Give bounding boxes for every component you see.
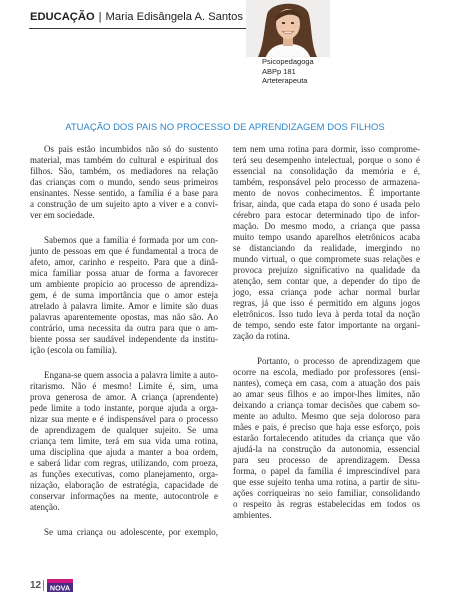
article-text-line: nização, elaboração de estratégia, capacidade de (30, 479, 218, 490)
article-text-line: Os pais estão incumbidos não só do sustento (44, 143, 218, 154)
article-text-line: o respeito às regras estabelecidas em todos os (233, 498, 420, 509)
author-photo (246, 0, 330, 57)
article-text-line: terá seu desempenho intelectual, porque o sono é (233, 154, 420, 165)
portrait-right-eye (291, 22, 294, 24)
header-separator: | (98, 11, 102, 23)
article-text-line: ver em sociedade. (30, 209, 95, 220)
article-text-line: de aprendizagem de qualquer sujeito. Se uma (30, 424, 218, 435)
article-text-line: nantes), começa em casa, com a atuação dos pais (233, 377, 420, 388)
article-text-line: Portanto, o processo de aprendizagem que (257, 355, 420, 366)
article-text-line: e saberá lidar com regras, utilizando, com proeza, (30, 457, 218, 468)
author-name: Maria Edisângela A. Santos (105, 11, 243, 23)
article-paragraph (30, 235, 218, 356)
article-text-line: ritarismo. Não é mesmo! Limite é, sim, uma (30, 380, 218, 391)
credential-line: Psicopedagoga (262, 57, 314, 66)
article-text-line: das crianças com o mundo, sendo seus primeiros (30, 176, 218, 187)
article-text-line: mente ao adulto. Mesmo que seja doloroso para (233, 410, 420, 421)
article-text-line: Sabemos que a família é formada por um con- (44, 234, 218, 245)
footer-divider (43, 580, 44, 591)
article-text-line: ajudá-la na construção da autonomia, essencial (233, 443, 420, 454)
credential-line: ABPp 181 (262, 66, 296, 76)
article-paragraph (30, 527, 218, 538)
article-text-line: mica familiar possa atuar de forma a favorecer (30, 267, 218, 278)
publisher-logo (47, 579, 73, 592)
article-text-line: mação. Do mesmo modo, a criança que passa (233, 220, 420, 231)
article-text-line: também, responsável pelo processo de armazena- (233, 176, 420, 187)
article-text-line: ações corriqueiras no seio familiar, consolidando (233, 487, 420, 498)
article-text-line: Engana-se quem associa a palavra limite a auto- (44, 369, 218, 380)
publisher-logo-text: NOVA (50, 582, 71, 592)
article-text-line: ição (escola ou família). (30, 344, 117, 355)
article-text-line: ocorre na escola, mediado por professores (ensi- (233, 366, 420, 377)
article-text-line: ao amar seus filhos e ao impor-lhes limites, não (233, 388, 420, 399)
article-column-left (30, 144, 218, 538)
article-text-line: junto de pessoas em que é fundamental a troca de (30, 245, 218, 256)
article-text-line: prova generosa de amor. A criança (aprendente) (30, 391, 218, 402)
article-text-line: gem, é de suma importância que o amor esteja (30, 289, 218, 300)
article-text-line: para seu processo de aprendizagem. Dessa (233, 454, 420, 465)
article-text-line: eletrônicos. Isso tudo leva à perda total da noção (233, 308, 420, 319)
header-rule (29, 28, 246, 29)
article-text-line: um ambiente propício ao processo de aprendiza- (30, 278, 218, 289)
portrait-left-eye (282, 22, 285, 24)
article-text-line: muito tempo usando aparelhos eletrônicos acaba (233, 231, 420, 242)
page-header (30, 10, 243, 24)
article-text-line: que esse sujeito tenha uma rotina, a partir de situ- (233, 476, 420, 487)
article-paragraph (233, 356, 420, 521)
article-text-line: frisar, ainda, que cada etapa do sono é usada pelo (233, 198, 420, 209)
article-text-line: zação da rotina. (233, 330, 290, 341)
article-text-line: tem nem uma rotina para dormir, isso comprome- (233, 143, 420, 154)
article-text-line: forma, o papel da família é imprescindível para (233, 465, 420, 476)
credential-line: Arteterapeuta (262, 76, 308, 85)
article-paragraph (30, 144, 218, 221)
article-text-line: afeto, amor, carinho e respeito. Para que a dinâ- (30, 256, 218, 267)
article-text-line: essencial na consolidação da memória e é, (233, 165, 420, 176)
article-text-line: ambientes. (233, 509, 272, 520)
article-text-line: atenção. (30, 501, 60, 512)
article-paragraph (30, 370, 218, 513)
article-text-line: uma disciplina que ajuda a manter a boa ordem, (30, 446, 218, 457)
article-text-line: nizar sua mente e é indispensável para o processo (30, 413, 218, 424)
article-text-line: biente possa ser saudável independente da institu- (30, 333, 218, 344)
section-title: EDUCAÇÃO (30, 11, 95, 23)
article-text-line: mundo virtual, o que compromete suas relações e (233, 253, 420, 264)
article-text-line: de tempo, sendo este fator importante na organi- (233, 319, 420, 330)
article-text-line: atenção, sem contar que, a depender do tipo de (233, 275, 420, 286)
article-text-line: Se uma criança ou adolescente, por exemplo, (44, 526, 218, 537)
article-text-line: deixando a criança tomar decisões que cabem so- (233, 399, 420, 410)
article-text-line: a construção de um sujeito apto a viver e a convi- (30, 198, 218, 209)
article-text-line: criança tem limite, terá em sua vida uma rotina, (30, 435, 218, 446)
article-text-line: jogo, essa criança pode achar normal burlar (233, 286, 420, 297)
article-text-line: atrelado à palavra limite. Amor e limite são duas (30, 300, 218, 311)
author-credentials (262, 57, 314, 86)
article-text-line: provoca prejuízo significativo na qualidade da (233, 264, 420, 275)
article-text-line: mento de novos conhecimentos. É importante (233, 187, 420, 198)
article-text-line: estarão fortalecendo atitudes da criança que vão (233, 432, 420, 443)
article-text-line: contrário, uma necessita da outra para que o am- (30, 322, 218, 333)
article-title: ATUAÇÃO DOS PAIS NO PROCESSO DE APRENDIZAGEM DOS FILHOS (65, 122, 385, 133)
article-text-line: palavras aparentemente opostas, mas não são. Ao (30, 311, 218, 322)
article-text-line: se distanciando da realidade, imergindo no (233, 242, 420, 253)
article-text-line: as funções executivas, como planejamento, orga- (30, 468, 218, 479)
article-text-line: regras, já que isso é permitido em alguns jogos (233, 297, 420, 308)
article-text-line: material, mas também do cultural e espiritual dos (30, 154, 218, 165)
article-text-line: cérebro para estocar determinado tipo de infor- (233, 209, 420, 220)
article-text-line: conservar informações na mente, autocontrole e (30, 490, 218, 501)
article-text-line: mães e pais, é preciso que haja esse esforço, pois (233, 421, 420, 432)
article-paragraph (233, 144, 420, 342)
page-footer (30, 578, 73, 592)
article-text-line: pede limite a todo instante, porque ajuda a orga- (30, 402, 218, 413)
page-number: 12 (30, 579, 42, 591)
article-text-line: ensinantes. Nesse sentido, a família é a base para (30, 187, 218, 198)
article-text-line: filhos. São, também, os mediadores na relação (30, 165, 218, 176)
article-column-right (233, 144, 420, 521)
